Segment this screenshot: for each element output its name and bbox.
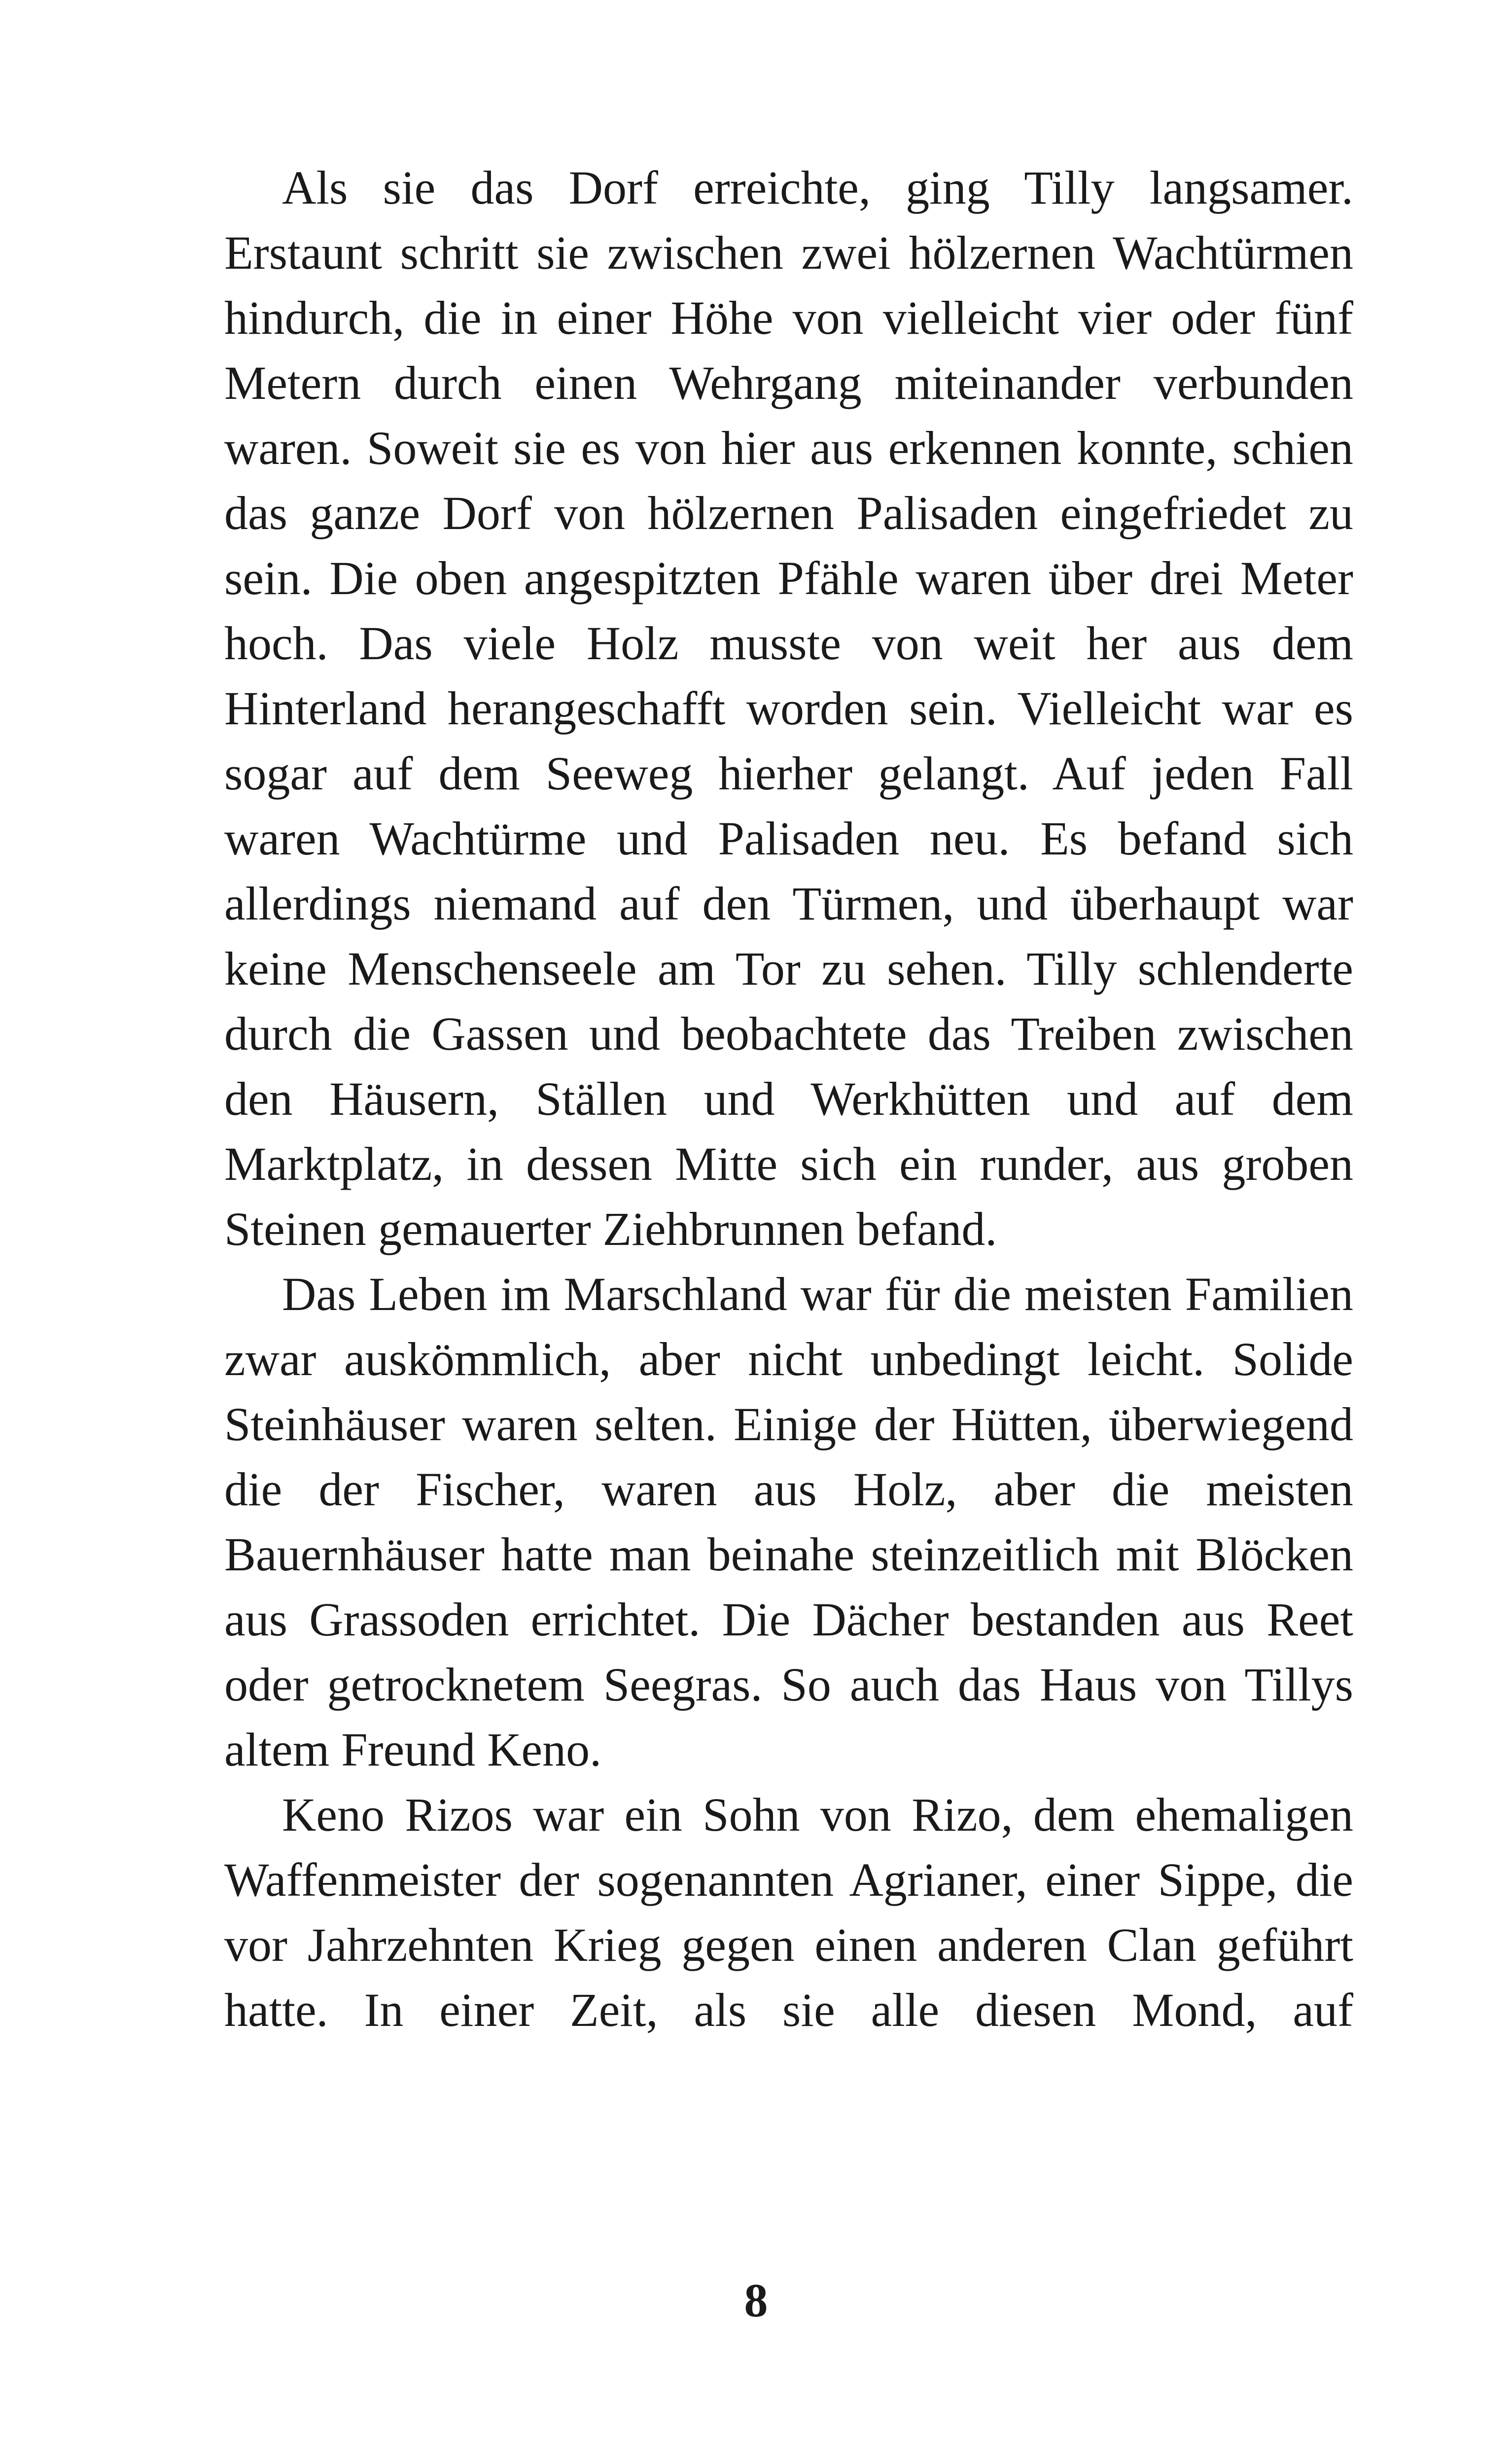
body-text: [224, 155, 1353, 2043]
paragraph-3: Keno Rizos war ein Sohn von Rizo, dem ehemaligen Waffenmeister der sogenannten Agrianer, einer Sippe, die vor Jahrzehnten Krieg gegen einen anderen Clan geführt hatte. In einer Zeit, als sie alle diesen Mond, auf: [224, 1788, 1353, 2036]
paragraph-2: Das Leben im Marschland war für die meisten Familien zwar auskömmlich, aber nicht unbedingt leicht. Solide Steinhäuser waren selten. Einige der Hütten, überwiegend die der Fischer, waren aus Holz, aber die meisten Bauernhäuser hatte man beinahe steinzeitlich mit Blöcken aus Grassoden errichtet. Die Dächer bestanden aus Reet oder getrocknetem Seegras. So auch das Haus von Tillys altem Freund Keno.: [224, 1268, 1353, 1776]
page-number: 8: [744, 2274, 768, 2327]
paragraph-1: Als sie das Dorf erreichte, ging Tilly langsamer. Erstaunt schritt sie zwischen zwei hölzernen Wachtürmen hindurch, die in einer Höhe von vielleicht vier oder fünf Metern durch einen Wehrgang miteinander verbunden waren. Soweit sie es von hier aus erkennen konnte, schien das ganze Dorf von hölzernen Palisaden eingefriedet zu sein. Die oben angespitzten Pfähle waren über drei Meter hoch. Das viele Holz musste von weit her aus dem Hinterland herangeschafft worden sein. Vielleicht war es sogar auf dem Seeweg hierher gelangt. Auf jeden Fall waren Wachtürme und Palisaden neu. Es befand sich allerdings niemand auf den Türmen, und überhaupt war keine Menschenseele am Tor zu sehen. Tilly schlenderte durch die Gassen und beobachtete das Treiben zwischen den Häusern, Ställen und Werkhütten und auf dem Marktplatz, in dessen Mitte sich ein runder, aus groben Steinen gemauerter Ziehbrunnen befand.: [224, 161, 1353, 1255]
